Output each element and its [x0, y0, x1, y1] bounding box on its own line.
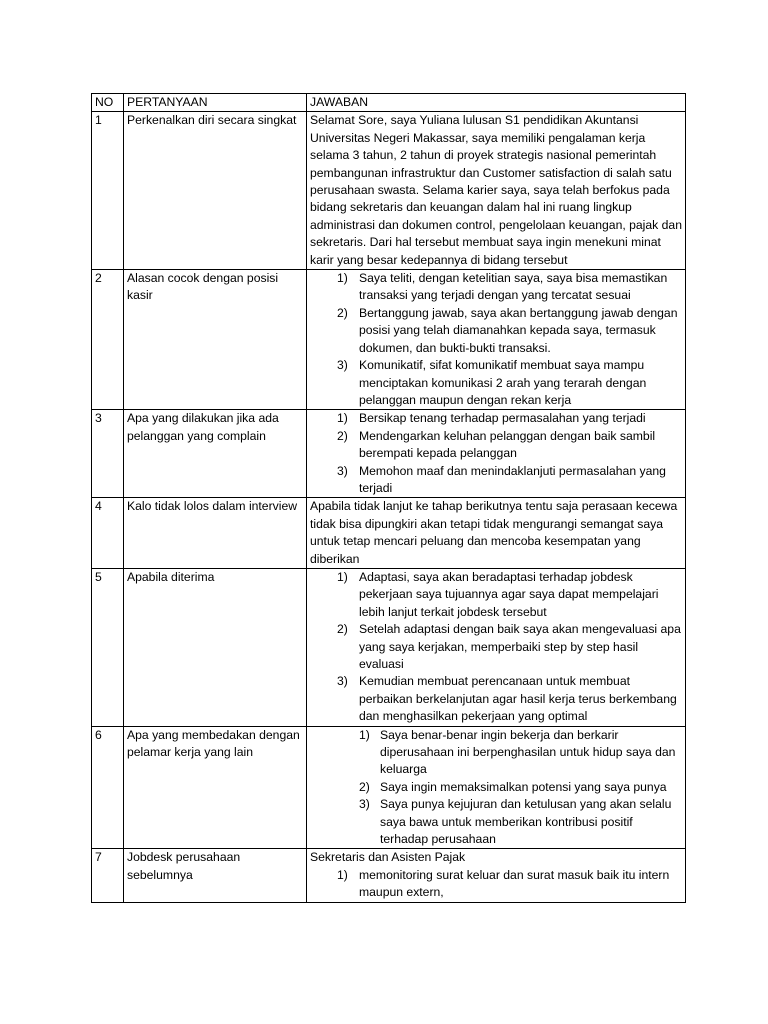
list-item [310, 727, 682, 779]
list-item-text: Mendengarkan keluhan pelanggan dengan baik sambil berempati kepada pelanggan [359, 428, 656, 461]
list-item [310, 867, 682, 902]
answer-list [310, 410, 682, 497]
list-item-number: 3) [337, 674, 348, 689]
table-row [92, 112, 686, 270]
row-answer [307, 112, 686, 270]
list-item [310, 796, 682, 848]
list-item [310, 463, 682, 498]
list-item-text: Saya benar-benar ingin bekerja dan berkarir diperusahaan ini berpenghasilan untuk hidup saya dan keluarga [380, 727, 676, 777]
row-answer [307, 568, 686, 726]
row-number: 7 [92, 849, 124, 902]
row-number: 5 [92, 568, 124, 726]
list-item-text: Kemudian membuat perencanaan untuk membuat perbaikan berkelanjutan agar hasil kerja terus berkembang dan menghasilkan pekerjaan yang optimal [359, 674, 677, 724]
list-item-text: Komunikatif, sifat komunikatif membuat saya mampu menciptakan komunikasi 2 arah yang terarah dengan pelanggan maupun dengan rekan kerja [359, 358, 647, 407]
table-row [92, 849, 686, 902]
list-item [310, 621, 682, 673]
list-item-number: 2) [337, 622, 348, 637]
list-item-number: 1) [337, 867, 348, 882]
list-item [310, 305, 682, 357]
list-item [310, 270, 682, 305]
list-item-number: 3) [337, 358, 348, 373]
row-question: Apa yang dilakukan jika ada pelanggan yang complain [124, 410, 307, 498]
list-item-text: Saya punya kejujuran dan ketulusan yang akan selalu saya bawa untuk memberikan kontribusi positif terhadap perusahaan [380, 797, 672, 847]
list-item-text: Adaptasi, saya akan beradaptasi terhadap jobdesk pekerjaan saya tujuannya agar saya dapat mempelajari lebih lanjut terkait jobdesk tersebut [359, 569, 659, 619]
table-row [92, 726, 686, 849]
header-no: NO [92, 94, 124, 112]
row-number: 3 [92, 410, 124, 498]
answer-list [310, 727, 682, 849]
answer-list [310, 867, 682, 902]
row-answer [307, 270, 686, 410]
row-question: Jobdesk perusahaan sebelumnya [124, 849, 307, 902]
list-item-number: 1) [359, 727, 370, 742]
row-question: Apabila diterima [124, 568, 307, 726]
row-question: Apa yang membedakan dengan pelamar kerja yang lain [124, 726, 307, 849]
row-number: 6 [92, 726, 124, 849]
list-item-number: 3) [359, 797, 370, 812]
list-item [310, 357, 682, 409]
list-item-text: Bersikap tenang terhadap permasalahan yang terjadi [359, 411, 646, 426]
list-item-number: 2) [337, 428, 348, 443]
header-row [92, 94, 686, 112]
row-question: Perkenalkan diri secara singkat [124, 112, 307, 270]
header-question: PERTANYAAN [124, 94, 307, 112]
row-answer [307, 498, 686, 569]
list-item-number: 2) [337, 305, 348, 320]
list-item-text: Saya teliti, dengan ketelitian saya, saya bisa memastikan transaksi yang terjadi dengan yang tercatat sesuai [359, 271, 668, 303]
list-item [310, 569, 682, 621]
row-answer [307, 849, 686, 902]
answer-text: Selamat Sore, saya Yuliana lulusan S1 pendidikan Akuntansi Universitas Negeri Makassar, saya memiliki pengalaman kerja selama 3 tahun, 2 tahun di proyek strategis nasional pemerintah pembangunan infrastruktur dan Customer satisfaction di salah satu perusahaan swasta. Selama karier saya, saya telah berfokus pada bidang sekretaris dan keuangan dalam hal ini ruang lingkup administrasi dan dokumen control, pengelolaan keuangan, pajak dan sekretaris. Dari hal tersebut membuat saya ingin menekuni minat karir yang besar kedepannya di bidang tersebut [310, 113, 682, 267]
list-item-text: Saya ingin memaksimalkan potensi yang saya punya [380, 779, 667, 794]
list-item-text: Memohon maaf dan menindaklanjuti permasalahan yang terjadi [359, 463, 666, 495]
table-row [92, 568, 686, 726]
list-item [310, 779, 682, 796]
list-item-text: Bertanggung jawab, saya akan bertanggung jawab dengan posisi yang telah diamanahkan kepada saya, termasuk dokumen, dan bukti-bukti transaksi. [359, 305, 678, 355]
list-item-number: 2) [359, 779, 370, 794]
table-row [92, 270, 686, 410]
answer-list [310, 569, 682, 726]
answer-text: Apabila tidak lanjut ke tahap berikutnya tentu saja perasaan kecewa tidak bisa dipungkiri akan tetapi tidak mengurangi semangat saya untuk tetap mencari peluang dan mencoba kesempatan yang diberikan [310, 499, 678, 566]
list-item-text: memonitoring surat keluar dan surat masuk baik itu intern maupun extern, [359, 867, 670, 900]
header-answer: JAWABAN [307, 94, 686, 112]
answer-text: Sekretaris dan Asisten Pajak [310, 850, 466, 865]
qa-table [91, 93, 686, 903]
table-body [92, 112, 686, 902]
row-number: 1 [92, 112, 124, 270]
table-row [92, 498, 686, 569]
row-question: Alasan cocok dengan posisi kasir [124, 270, 307, 410]
row-answer [307, 410, 686, 498]
row-answer [307, 726, 686, 849]
list-item [310, 428, 682, 463]
table-row [92, 410, 686, 498]
row-question: Kalo tidak lolos dalam interview [124, 498, 307, 569]
list-item [310, 410, 682, 427]
list-item-text: Setelah adaptasi dengan baik saya akan mengevaluasi apa yang saya kerjakan, memperbaiki step by step hasil evaluasi [359, 622, 681, 671]
list-item-number: 1) [337, 411, 348, 426]
list-item [310, 673, 682, 725]
list-item-number: 1) [337, 569, 348, 584]
list-item-number: 3) [337, 463, 348, 478]
row-number: 4 [92, 498, 124, 569]
answer-list [310, 270, 682, 409]
list-item-number: 1) [337, 271, 348, 286]
row-number: 2 [92, 270, 124, 410]
